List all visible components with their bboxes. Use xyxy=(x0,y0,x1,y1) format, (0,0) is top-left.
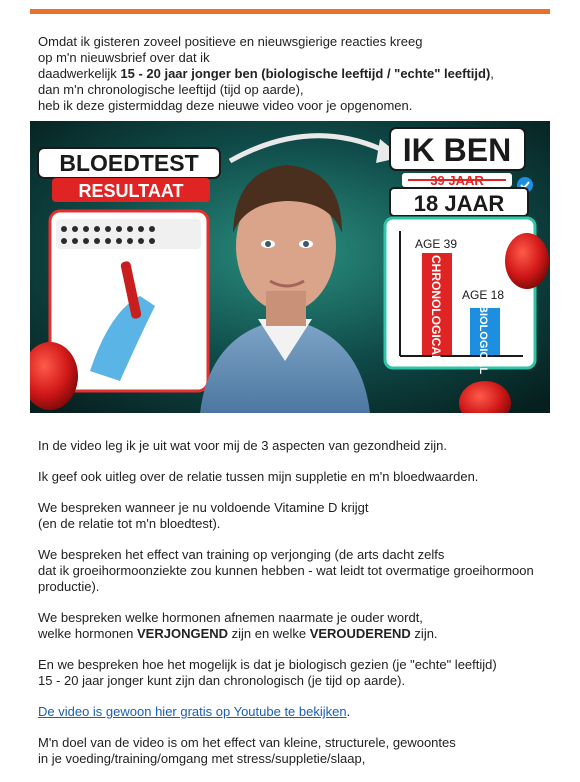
badge-top-text: BLOEDTEST xyxy=(59,150,199,176)
new-age-text: 18 JAAR xyxy=(413,191,505,216)
paragraph-line: We bespreken het effect van training op verjonging (de arts dacht zelfs xyxy=(38,547,445,562)
intro-line: , xyxy=(490,66,494,81)
paragraph-line: zijn. xyxy=(410,626,438,641)
paragraph-line: in je voeding/training/omgang met stress/suppletie/slaap, xyxy=(38,751,366,766)
intro-line: daadwerkelijk xyxy=(38,66,121,81)
intro-text xyxy=(38,34,548,129)
age-new-label: AGE 18 xyxy=(461,288,505,302)
paragraph-line: We bespreken wanneer je nu voldoende Vitamine D krijgt xyxy=(38,500,369,515)
paragraph: In de video leg ik je uit wat voor mij de 3 aspecten van gezondheid zijn. xyxy=(38,438,448,453)
intro-line: Omdat ik gisteren zoveel positieve en nieuwsgierige reacties kreeg xyxy=(38,34,423,49)
bar-old-text: CHRONOLOGICAL xyxy=(429,255,443,363)
paragraph xyxy=(38,610,550,642)
paragraph-line: productie). xyxy=(38,579,100,594)
paragraph-line: En we bespreken hoe het mogelijk is dat je biologisch gezien (je "echte" leeftijd) xyxy=(38,657,497,672)
paragraph-line: We bespreken welke hormonen afnemen naarmate je ouder wordt, xyxy=(38,610,423,625)
thumbnail-graphic xyxy=(30,121,550,413)
highlight-word: VERJONGEND xyxy=(137,626,229,641)
badge-bottom-text: RESULTAAT xyxy=(78,181,184,201)
paragraph-line: welke hormonen xyxy=(38,626,137,641)
paragraph xyxy=(38,704,550,720)
paragraph-line: M'n doel van de video is om het effect van kleine, structurele, gewoontes xyxy=(38,735,456,750)
intro-line: op m'n nieuwsbrief over dat ik xyxy=(38,50,210,65)
paragraph xyxy=(38,547,550,595)
paragraph xyxy=(38,735,550,767)
video-thumbnail[interactable] xyxy=(30,121,550,413)
header-accent-bar xyxy=(30,9,550,14)
blood-cell-icon xyxy=(505,233,549,289)
body-text xyxy=(38,438,550,782)
bar-new-text: BIOLOGICAL xyxy=(477,305,489,375)
intro-line: heb ik deze gistermiddag deze nieuwe video voor je opgenomen. xyxy=(38,98,413,113)
old-age-text: 39 JAAR xyxy=(430,173,484,188)
paragraph xyxy=(38,657,550,689)
age-old-label: AGE 39 xyxy=(414,237,458,251)
paragraph-line: 15 - 20 jaar jonger kunt zijn dan chronologisch (je tijd op aarde). xyxy=(38,673,406,688)
intro-highlight: 15 - 20 jaar jonger ben (biologische leeftijd / "echte" leeftijd) xyxy=(120,66,491,81)
highlight-word: VEROUDEREND xyxy=(309,626,411,641)
paragraph: Ik geef ook uitleg over de relatie tussen mijn suppletie en m'n bloedwaarden. xyxy=(38,469,479,484)
paragraph xyxy=(38,500,550,532)
paragraph-line: dat ik groeihormoonziekte zou kunnen hebben - wat leidt tot overmatige groeihormoon xyxy=(38,563,534,578)
paragraph-line: . xyxy=(346,704,351,719)
youtube-video-link[interactable]: De video is gewoon hier gratis op Youtube te bekijken xyxy=(38,704,347,719)
paragraph-line: (en de relatie tot m'n bloedtest). xyxy=(38,516,221,531)
paragraph-line: zijn en welke xyxy=(228,626,310,641)
ik-ben-text: IK BEN xyxy=(402,132,512,168)
intro-line: dan m'n chronologische leeftijd (tijd op aarde), xyxy=(38,82,304,97)
